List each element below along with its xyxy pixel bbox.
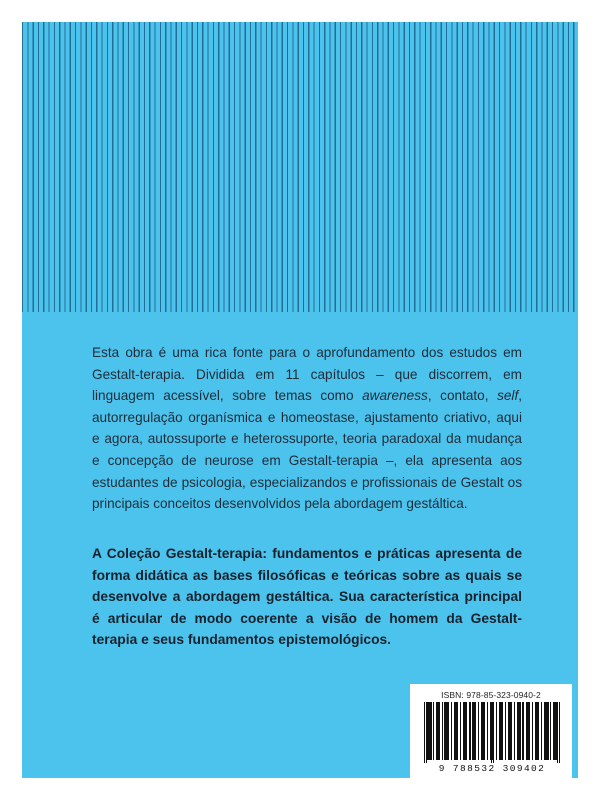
collection-description: A Coleção Gestalt-terapia: fundamentos e práticas apresenta de forma didática as bases filosóficas e teóricas sobre as quais se desenvolve a abordagem gestáltica. Sua característica principal é articular de modo coerente a visão de homem da Gestalt-terapia e seus fundamentos epistemológicos. (92, 546, 522, 648)
barcode-panel (410, 684, 572, 778)
synopsis-part-3: , autorregulação organísmica e homeostase, ajustamento criativo, aqui e agora, autossuporte e heterossuporte, teoria paradoxal da mudança e concepção de neurose em Gestalt-terapia –, ela apresenta aos estudantes de psicologia, especializandos e profissionais de Gestalt os principais conceitos desenvolvidos pela abordagem gestáltica. (92, 388, 522, 512)
barcode-bars (424, 702, 560, 760)
barcode-guard-center-2 (493, 702, 494, 766)
barcode-guard-right-2 (559, 702, 560, 766)
barcode-guard-left (424, 702, 425, 766)
back-cover (22, 22, 578, 778)
synopsis-text (92, 342, 522, 515)
decorative-stripes (22, 22, 578, 312)
barcode-guard-left-2 (426, 702, 427, 766)
isbn-label: ISBN: 978-85-323-0940-2 (441, 690, 541, 700)
barcode-guard-right (557, 702, 558, 766)
barcode-guard-center (491, 702, 492, 766)
synopsis-emphasis-self: self (497, 388, 519, 404)
synopsis-emphasis-awareness: awareness (362, 388, 428, 404)
synopsis-part-2: , contato, (427, 388, 498, 404)
synopsis-part-1: Esta obra é uma rica fonte para o aprofundamento dos estudos em Gestalt-terapia. Dividida em 11 capítulos – que discorrem, em linguagem acessível, sobre temas como (92, 345, 522, 404)
barcode-digits: 9 788532 309402 (414, 763, 570, 775)
